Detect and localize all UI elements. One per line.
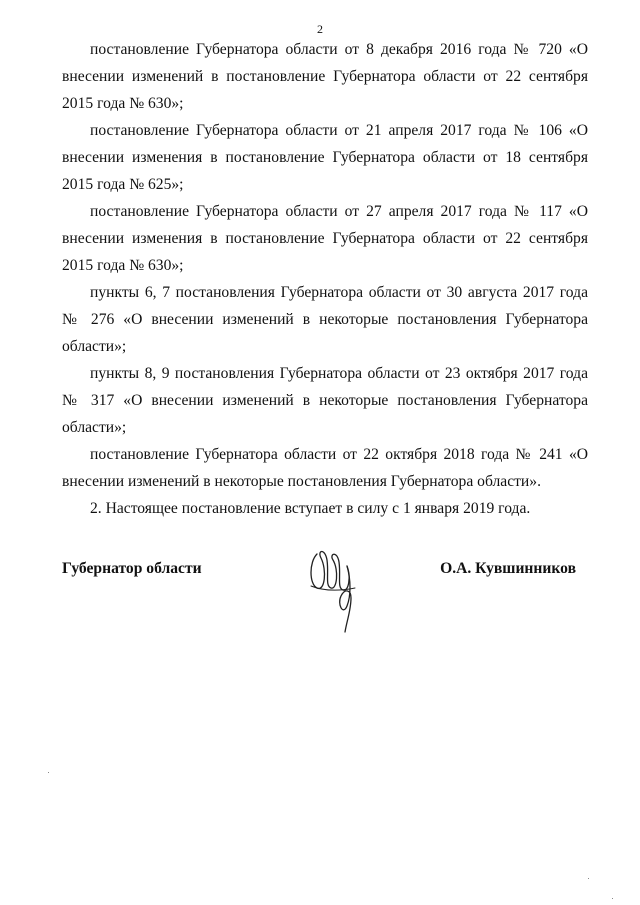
document-body xyxy=(62,36,588,522)
scan-speck xyxy=(48,772,49,773)
signatory-title: Губернатор области xyxy=(62,560,202,577)
paragraph-repeal-117: постановление Губернатора области от 27 апреля 2017 года № 117 «О внесении изменения в постановление Губернатора области от 22 сентября 2015 года № 630»; xyxy=(62,203,588,274)
scan-speck xyxy=(612,898,613,899)
paragraph-repeal-241: постановление Губернатора области от 22 октября 2018 года № 241 «О внесении изменений в некоторые постановления Губернатора области». xyxy=(62,446,588,490)
signatory-name: О.А. Кувшинников xyxy=(440,560,576,577)
handwritten-signature xyxy=(305,540,365,635)
paragraph-repeal-106: постановление Губернатора области от 21 апреля 2017 года № 106 «О внесении изменения в постановление Губернатора области от 18 сентября 2015 года № 625»; xyxy=(62,122,588,193)
paragraph-repeal-720: постановление Губернатора области от 8 декабря 2016 года № 720 «О внесении изменений в постановление Губернатора области от 22 сентября 2015 года № 630»; xyxy=(62,41,588,112)
page-number: 2 xyxy=(317,22,323,36)
paragraph-effective-date: 2. Настоящее постановление вступает в силу с 1 января 2019 года. xyxy=(90,500,531,517)
paragraph-repeal-276: пункты 6, 7 постановления Губернатора области от 30 августа 2017 года № 276 «О внесении изменений в некоторые постановления Губернатора области»; xyxy=(62,284,588,355)
scan-speck xyxy=(588,878,589,879)
paragraph-repeal-317: пункты 8, 9 постановления Губернатора области от 23 октября 2017 года № 317 «О внесении изменений в некоторые постановления Губернатора области»; xyxy=(62,365,588,436)
